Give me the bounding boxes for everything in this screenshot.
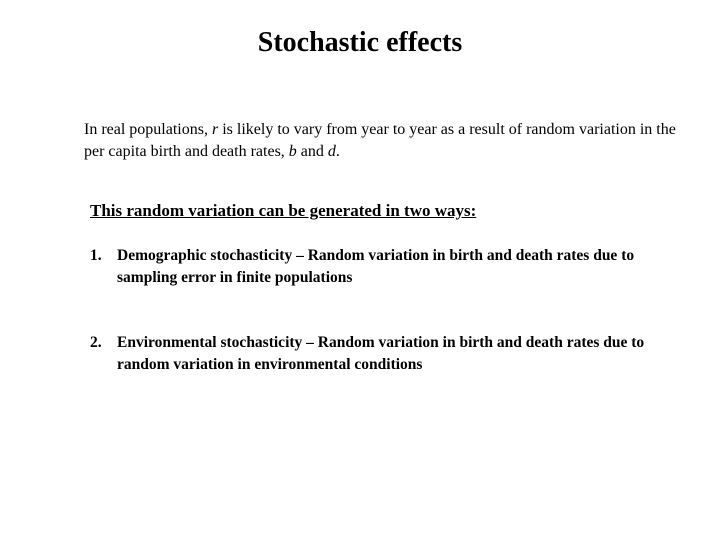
subheading: This random variation can be generated in two ways: [90, 201, 477, 220]
variable-b: b [288, 143, 297, 160]
intro-text-part-3: and [296, 143, 328, 160]
variable-r: r [211, 121, 219, 138]
list-item-number: 2. [90, 334, 102, 351]
intro-text-part-2: is likely to vary from year to year as a result of random variation in the per capita birth and death rates, [84, 121, 676, 160]
intro-text-part-1: In real populations, [84, 121, 212, 138]
list-item-environmental [90, 332, 670, 376]
list-item-demographic [90, 245, 670, 289]
intro-text-part-4: . [335, 143, 340, 160]
variable-d: d [327, 143, 336, 160]
list-item-text: Demographic stochasticity – Random variation in birth and death rates due to sampling error in finite populations [117, 247, 635, 286]
intro-paragraph [84, 119, 684, 163]
slide-title: Stochastic effects [257, 27, 463, 58]
list-item-text: Environmental stochasticity – Random variation in birth and death rates due to random variation in environmental conditions [117, 334, 645, 373]
list-item-number: 1. [90, 247, 102, 264]
